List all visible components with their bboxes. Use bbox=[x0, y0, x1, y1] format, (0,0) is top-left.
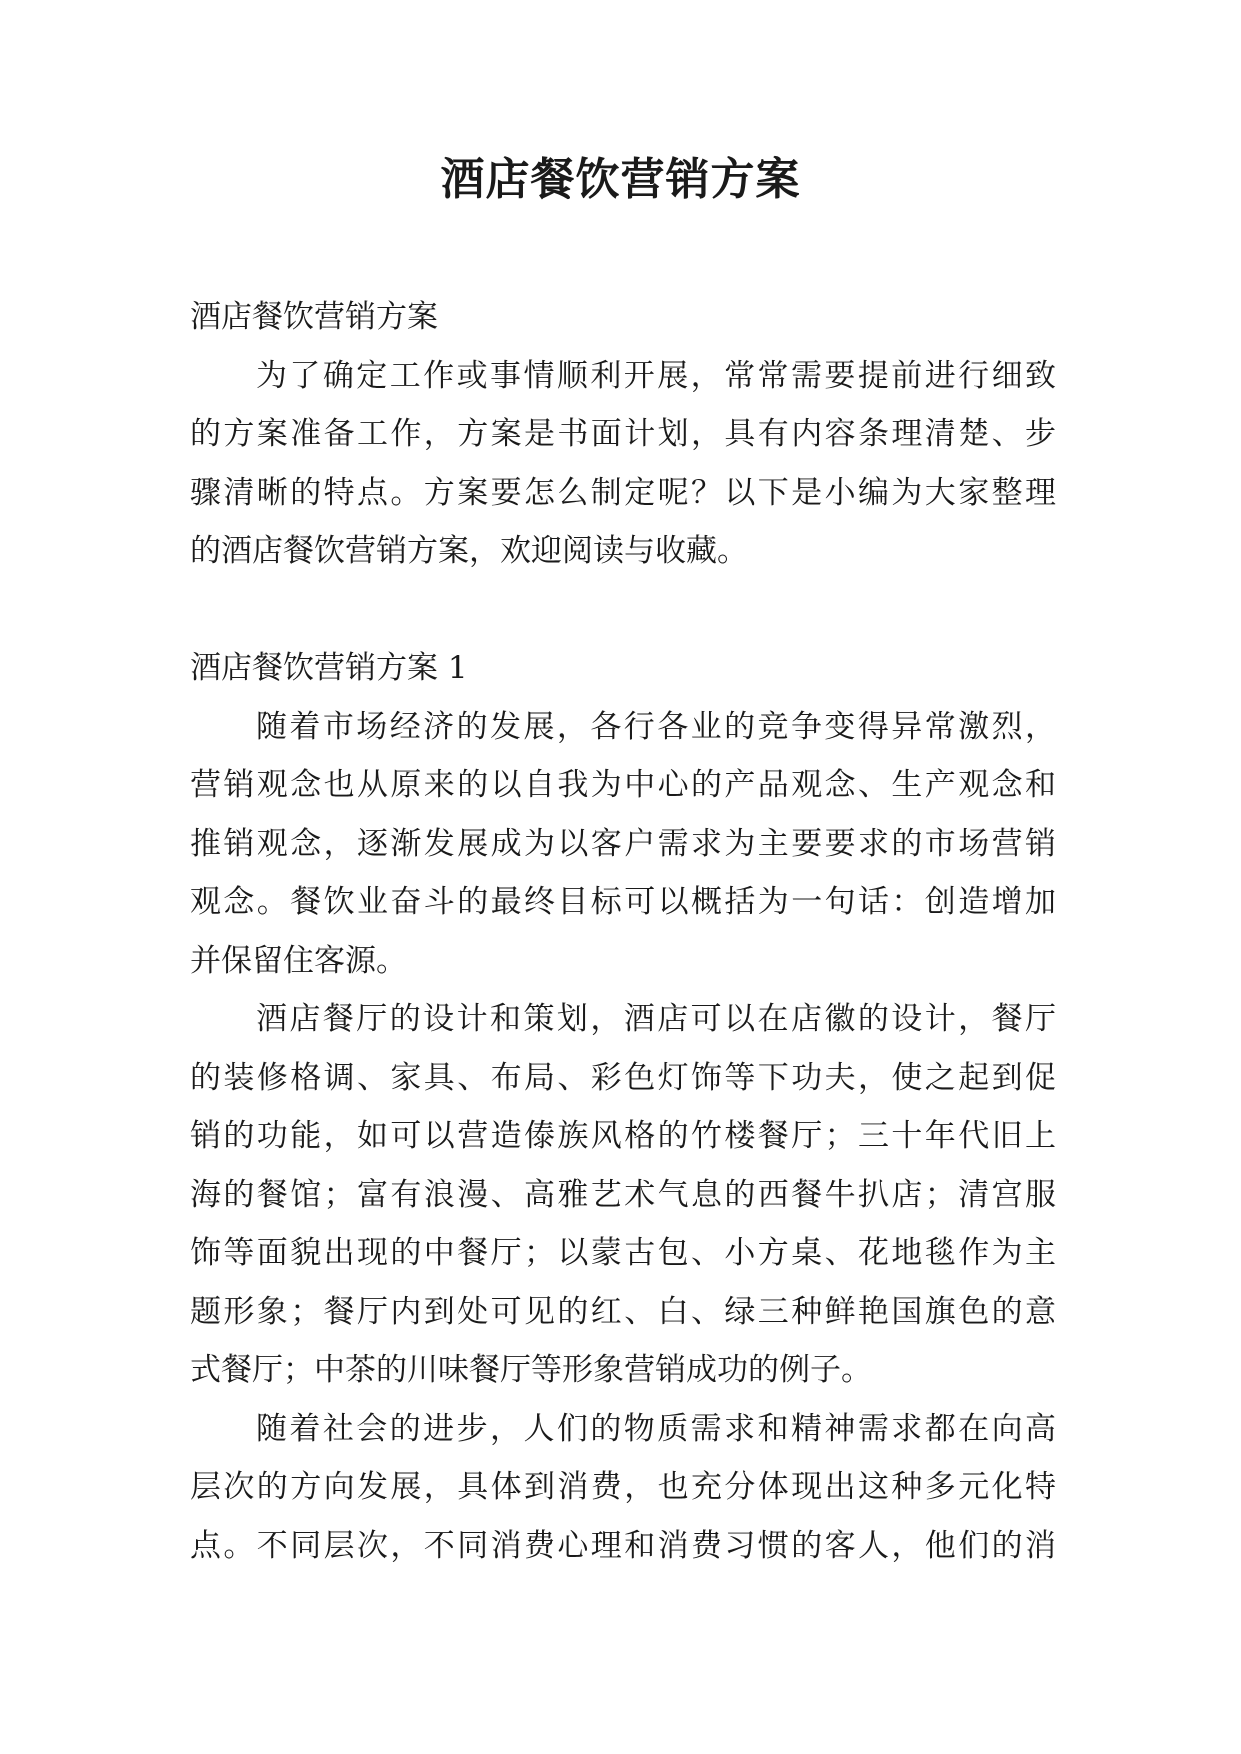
paragraph-line: 酒店餐厅的设计和策划，酒店可以在店徽的设计，餐厅 bbox=[256, 1001, 1056, 1037]
paragraph-line: 的方案准备工作，方案是书面计划，具有内容条理清楚、步 bbox=[190, 416, 1056, 452]
document-title: 酒店餐饮营销方案 bbox=[440, 154, 801, 205]
paragraph-line: 营销观念也从原来的以自我为中心的产品观念、生产观念和 bbox=[190, 767, 1056, 803]
paragraph-spacer bbox=[190, 581, 1056, 640]
intro-paragraph bbox=[190, 347, 1056, 581]
paragraph-line: 随着社会的进步，人们的物质需求和精神需求都在向高 bbox=[256, 1410, 1056, 1447]
section1-paragraph-1 bbox=[190, 698, 1056, 991]
paragraph-line: 随着市场经济的发展，各行各业的竞争变得异常激烈， bbox=[256, 708, 1056, 745]
paragraph-line: 推销观念，逐渐发展成为以客户需求为主要要求的市场营销 bbox=[190, 825, 1056, 862]
paragraph-line: 销的功能，如可以营造傣族风格的竹楼餐厅；三十年代旧上 bbox=[190, 1118, 1056, 1154]
paragraph-line: 并保留住客源。 bbox=[190, 942, 407, 979]
paragraph-line: 式餐厅；中茶的川味餐厅等形象营销成功的例子。 bbox=[190, 1352, 872, 1388]
paragraph-line: 的装修格调、家具、布局、彩色灯饰等下功夫，使之起到促 bbox=[190, 1059, 1056, 1096]
paragraph-line: 为了确定工作或事情顺利开展，常常需要提前进行细致 bbox=[256, 357, 1056, 394]
paragraph-line: 观念。餐饮业奋斗的最终目标可以概括为一句话：创造增加 bbox=[190, 884, 1056, 920]
paragraph-line: 饰等面貌出现的中餐厅；以蒙古包、小方桌、花地毯作为主 bbox=[190, 1235, 1056, 1271]
paragraph-line: 骤清晰的特点。方案要怎么制定呢？以下是小编为大家整理 bbox=[190, 474, 1056, 511]
paragraph-line: 的酒店餐饮营销方案，欢迎阅读与收藏。 bbox=[190, 533, 748, 569]
document-subtitle: 酒店餐饮营销方案 bbox=[190, 299, 438, 335]
paragraph-line: 点。不同层次，不同消费心理和消费习惯的客人，他们的消 bbox=[190, 1527, 1056, 1564]
section1-paragraph-2 bbox=[190, 990, 1056, 1400]
section1-paragraph-3 bbox=[190, 1400, 1056, 1576]
section-heading: 酒店餐饮营销方案 1 bbox=[190, 650, 468, 686]
paragraph-line: 海的餐馆；富有浪漫、高雅艺术气息的西餐牛扒店；清宫服 bbox=[190, 1176, 1056, 1213]
paragraph-line: 层次的方向发展，具体到消费，也充分体现出这种多元化特 bbox=[190, 1469, 1056, 1505]
paragraph-line: 题形象；餐厅内到处可见的红、白、绿三种鲜艳国旗色的意 bbox=[190, 1293, 1056, 1330]
document-body bbox=[190, 288, 1056, 1575]
